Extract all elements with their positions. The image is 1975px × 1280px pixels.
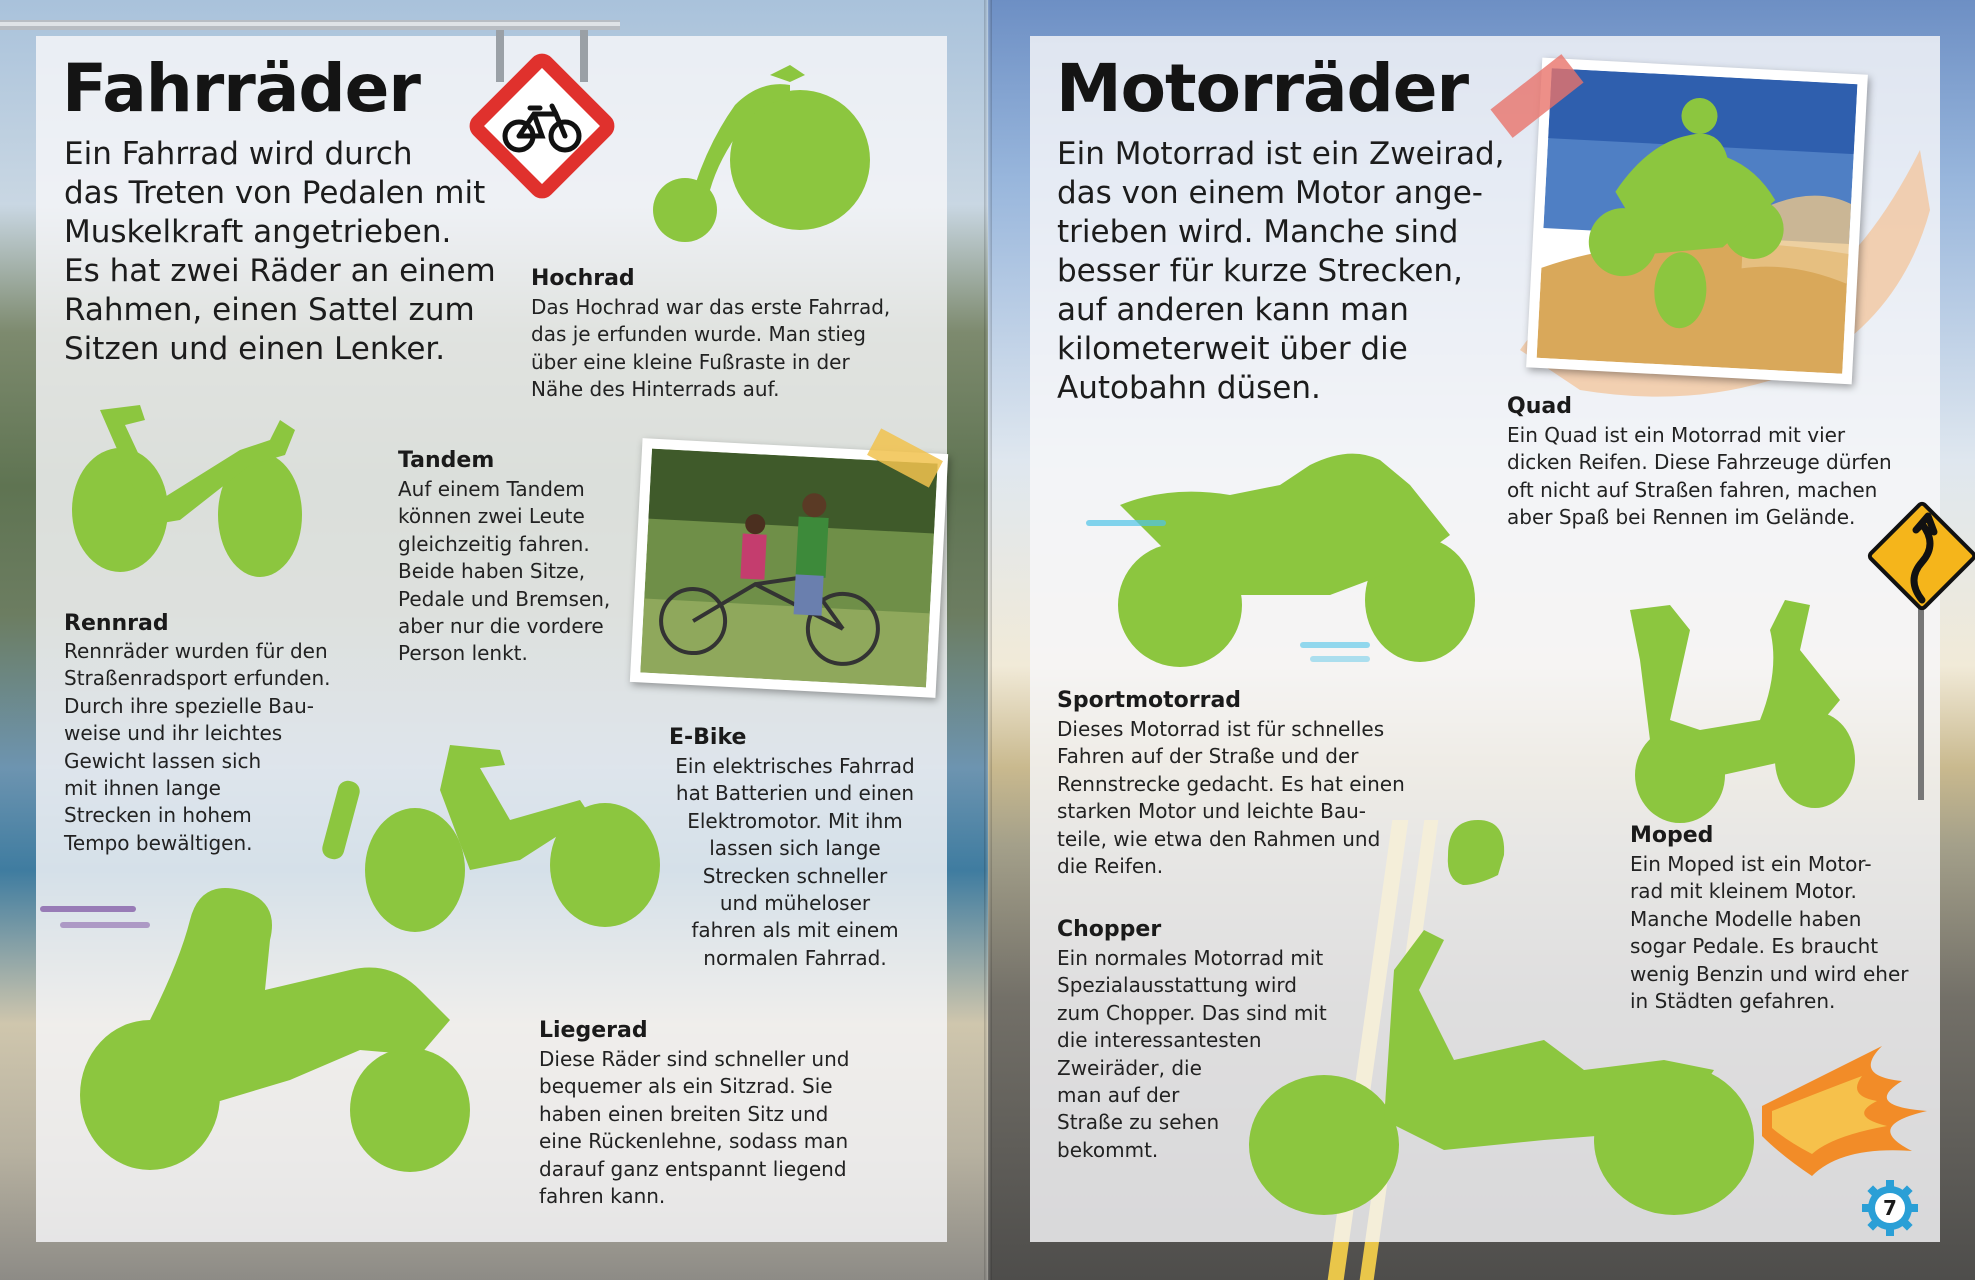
page-title-motorraeder: Motorräder <box>1056 50 1469 127</box>
section-title-sportmotorrad: Sportmotorrad <box>1057 688 1242 713</box>
section-body-moped: Ein Moped ist ein Motor- rad mit kleinem Motor. Manche Modelle haben sogar Pedale. Es braucht wenig Benzin und wird eher in Städten gefahren. <box>1630 852 1909 1014</box>
rennrad-silhouette <box>70 390 310 590</box>
section-title-chopper: Chopper <box>1057 917 1162 942</box>
section-body-tandem: Auf einem Tandem können zwei Leute gleichzeitig fahren. Beide haben Sitze, Pedale und Bremsen, aber nur die vordere Person lenkt. <box>398 477 611 666</box>
section-body-sportmotorrad: Dieses Motorrad ist für schnelles Fahren auf der Straße und der Rennstrecke gedacht. Es hat einen starken Motor und leichte Bau- teile, wie etwa den Rahmen und die Reifen. <box>1057 717 1405 879</box>
sportmotorrad-silhouette <box>1110 445 1480 675</box>
hochrad-silhouette <box>640 60 880 250</box>
section-title-hochrad: Hochrad <box>531 266 635 291</box>
section-title-liegerad: Liegerad <box>539 1018 648 1043</box>
page-number-badge <box>1860 1178 1920 1238</box>
moped-silhouette <box>1610 590 1860 830</box>
speed-line <box>40 906 136 912</box>
book-gutter <box>984 0 992 1280</box>
page-number: 7 <box>1883 1196 1897 1220</box>
section-title-ebike: E-Bike <box>669 725 747 750</box>
section-body-ebike: Ein elektrisches Fahrrad hat Batterien und einen Elektromotor. Mit ihm lassen sich lange Strecken schneller und müheloser fahren als mit einem normalen Fahrrad. <box>675 754 915 970</box>
intro-motorraeder: Ein Motorrad ist ein Zweirad, das von einem Motor ange- trieben wird. Manche sind besser für kurze Strecken, auf anderen kann man kilometerweit über die Autobahn düsen. <box>1057 136 1505 406</box>
section-title-tandem: Tandem <box>398 448 495 473</box>
speed-line <box>60 922 150 928</box>
speed-line <box>1086 520 1166 526</box>
chopper-silhouette <box>1244 930 1764 1220</box>
section-title-rennrad: Rennrad <box>64 611 169 636</box>
section-title-moped: Moped <box>1630 823 1714 848</box>
section-body-chopper: Ein normales Motorrad mit Spezialausstattung wird zum Chopper. Das sind mit die interessantesten Zweiräder, die man auf der Straße zu sehen bekommt. <box>1057 946 1327 1162</box>
winding-road-sign-icon <box>1866 500 1975 800</box>
flame-icon <box>1752 1036 1932 1186</box>
section-body-hochrad: Das Hochrad war das erste Fahrrad, das je erfunden wurde. Man stieg über eine kleine Fußraste in der Nähe des Hinterrads auf. <box>531 295 891 402</box>
section-body-quad: Ein Quad ist ein Motorrad mit vier dicken Reifen. Diese Fahrzeuge dürfen oft nicht auf Straßen fahren, machen aber Spaß bei Rennen im Gelände. <box>1507 423 1892 530</box>
speed-line <box>1300 642 1370 648</box>
section-title-quad: Quad <box>1507 394 1572 419</box>
section-body-liegerad: Diese Räder sind schneller und bequemer als ein Sitzrad. Sie haben einen breiten Sitz und eine Rückenlehne, sodass man darauf ganz entspannt liegend fahren kann. <box>539 1047 850 1209</box>
speed-line <box>1310 656 1370 662</box>
intro-fahrraeder: Ein Fahrrad wird durch das Treten von Pedalen mit Muskelkraft angetrieben. Es hat zwei Räder an einem Rahmen, einen Sattel zum Sitzen und einen Lenker. <box>64 136 496 367</box>
page-title-fahrraeder: Fahrräder <box>62 50 420 127</box>
section-body-rennrad: Rennräder wurden für den Straßenradsport erfunden. Durch ihre spezielle Bau- weise und ihr leichtes Gewicht lassen sich mit ihnen lange Strecken in hohem Tempo bewältigen. <box>64 639 331 855</box>
red-tape <box>1472 40 1602 150</box>
yellow-tape <box>860 428 950 488</box>
helmet-silhouette <box>1438 815 1510 890</box>
